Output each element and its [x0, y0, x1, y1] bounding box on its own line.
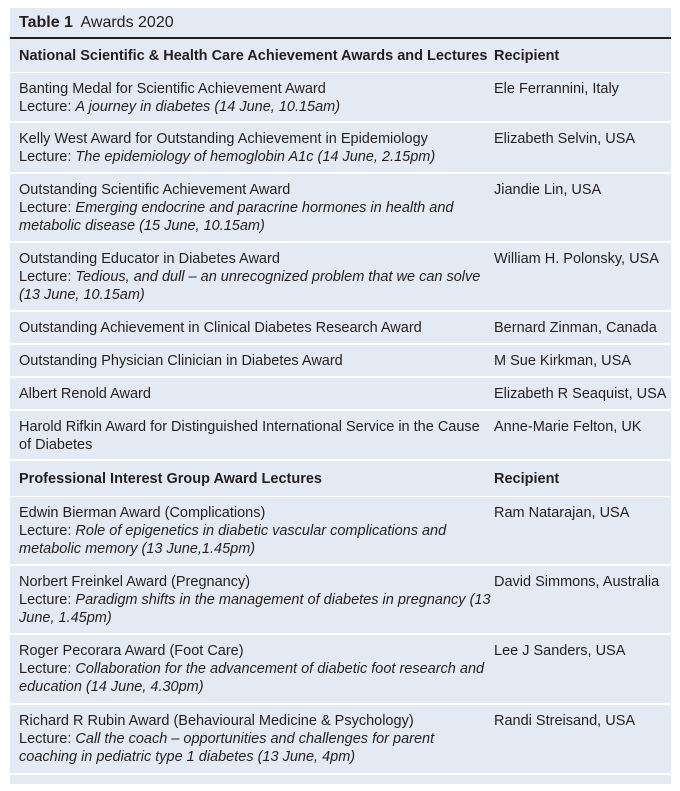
recipient-column-header: Recipient — [494, 470, 560, 487]
recipient-cell: Bernard Zinman, Canada — [494, 320, 657, 336]
table-row — [10, 312, 671, 345]
award-name: Outstanding Physician Clinician in Diabetes Award — [19, 353, 343, 369]
award-name: Kelly West Award for Outstanding Achievement in Epidemiology — [19, 131, 428, 147]
section-header — [10, 461, 671, 497]
table-row — [10, 566, 671, 635]
recipient-cell: Elizabeth R Seaquist, USA — [494, 386, 667, 402]
award-cell — [10, 123, 494, 172]
table-row — [10, 73, 671, 123]
table-body — [10, 39, 671, 775]
award-name: Albert Renold Award — [19, 386, 151, 402]
lecture-title: Paradigm shifts in the management of diabetes in pregnancy (13 June, 1.45pm) — [19, 592, 491, 626]
lecture-label: Lecture: — [19, 592, 76, 608]
lecture-label: Lecture: — [19, 99, 76, 115]
section-title: Professional Interest Group Award Lectures — [19, 470, 322, 487]
table-row — [10, 174, 671, 243]
lecture-label: Lecture: — [19, 523, 76, 539]
lecture-label: Lecture: — [19, 661, 76, 677]
table-row — [10, 705, 671, 775]
recipient-column-header: Recipient — [494, 47, 560, 64]
recipient-cell: Randi Streisand, USA — [494, 713, 636, 729]
award-cell — [10, 705, 494, 773]
table-row — [10, 635, 671, 705]
recipient-cell: Elizabeth Selvin, USA — [494, 131, 636, 147]
award-name: Norbert Freinkel Award (Pregnancy) — [19, 574, 251, 590]
table-row — [10, 123, 671, 174]
recipient-cell: Ele Ferrannini, Italy — [494, 81, 619, 97]
lecture-title: The epidemiology of hemoglobin A1c (14 June, 2.15pm) — [75, 149, 436, 165]
award-name: Harold Rifkin Award for Distinguished International Service in the Cause of Diabetes — [19, 419, 480, 453]
award-name: Outstanding Achievement in Clinical Diabetes Research Award — [19, 320, 422, 336]
recipient-cell: Ram Natarajan, USA — [494, 505, 630, 521]
award-cell — [10, 378, 494, 409]
lecture-label: Lecture: — [19, 200, 76, 216]
award-cell — [10, 345, 494, 376]
recipient-cell: Lee J Sanders, USA — [494, 643, 626, 659]
lecture-label: Lecture: — [19, 731, 76, 747]
award-name: Roger Pecorara Award (Foot Care) — [19, 643, 244, 659]
award-cell — [10, 411, 494, 459]
award-cell — [10, 566, 494, 633]
award-name: Richard R Rubin Award (Behavioural Medicine & Psychology) — [19, 713, 414, 729]
award-name: Banting Medal for Scientific Achievement Award — [19, 81, 326, 97]
table-row — [10, 497, 671, 566]
section-title: National Scientific & Health Care Achievement Awards and Lectures — [19, 47, 488, 64]
section-header — [10, 39, 671, 73]
table-row — [10, 378, 671, 411]
recipient-cell: William H. Polonsky, USA — [494, 251, 659, 267]
recipient-cell: Anne-Marie Felton, UK — [494, 419, 642, 435]
lecture-title: A journey in diabetes (14 June, 10.15am) — [75, 99, 341, 115]
recipient-cell: Jiandie Lin, USA — [494, 182, 602, 198]
lecture-title: Collaboration for the advancement of diabetic foot research and education (14 June, 4.30pm) — [19, 661, 485, 695]
award-name: Edwin Bierman Award (Complications) — [19, 505, 266, 521]
award-cell — [10, 174, 494, 241]
award-cell — [10, 243, 494, 310]
award-cell — [10, 497, 494, 564]
lecture-label: Lecture: — [19, 149, 76, 165]
lecture-title: Call the coach – opportunities and challenges for parent coaching in pediatric type 1 diabetes (13 June, 4pm) — [19, 731, 435, 765]
award-cell — [10, 73, 494, 121]
award-cell — [10, 312, 494, 343]
table-row — [10, 243, 671, 312]
award-name: Outstanding Educator in Diabetes Award — [19, 251, 280, 267]
award-cell — [10, 635, 494, 703]
recipient-cell: David Simmons, Australia — [494, 574, 660, 590]
lecture-title: Role of epigenetics in diabetic vascular complications and metabolic memory (13 June,1.45pm) — [19, 523, 447, 557]
table-title: Awards 2020 — [80, 14, 174, 31]
table-number: Table 1 — [19, 14, 73, 31]
awards-table — [10, 8, 671, 784]
lecture-label: Lecture: — [19, 269, 76, 285]
table-caption — [10, 8, 671, 39]
table-row — [10, 345, 671, 378]
award-name: Outstanding Scientific Achievement Award — [19, 182, 291, 198]
recipient-cell: M Sue Kirkman, USA — [494, 353, 631, 369]
lecture-title: Emerging endocrine and paracrine hormones in health and metabolic disease (15 June, 10.15am) — [19, 200, 454, 234]
lecture-title: Tedious, and dull – an unrecognized problem that we can solve (13 June, 10.15am) — [19, 269, 481, 303]
table-row — [10, 411, 671, 461]
